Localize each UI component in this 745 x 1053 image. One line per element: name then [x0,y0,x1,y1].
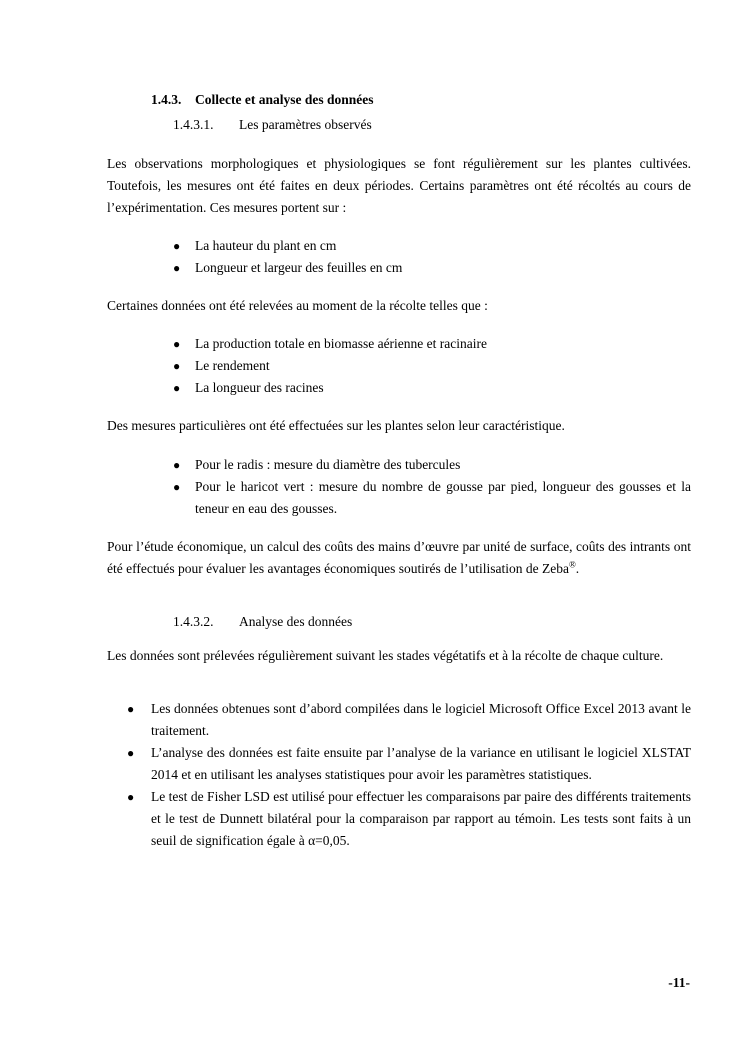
subsection-number: 1.4.3.1. [173,117,214,132]
bullet-icon: ● [127,746,135,760]
subsection-title: Analyse des données [239,614,353,629]
paragraph-specific-measures: Des mesures particulières ont été effectuées sur les plantes selon leur caractéristique. [107,418,565,433]
subsection-title: Les paramètres observés [239,117,372,132]
list-item [173,476,691,520]
bullet-list-harvest [173,333,691,399]
list-item-text: Les données obtenues sont d’abord compilées dans le logiciel Microsoft Office Excel 2013 avant le traitement. [151,701,691,738]
list-item-text: L’analyse des données est faite ensuite par l’analyse de la variance en utilisant le logiciel XLSTAT 2014 et en utilisant les analyses statistiques pour avoir les paramètres statistiques. [151,745,691,782]
subsection-heading-1 [173,117,372,133]
section-number: 1.4.3. [151,92,182,107]
list-item [127,698,691,742]
list-item [127,742,691,786]
registered-mark: ® [568,559,576,570]
list-item [173,257,691,279]
bullet-icon: ● [173,261,181,275]
list-item [173,333,691,355]
page-number: -11- [668,975,690,990]
subsection-number: 1.4.3.2. [173,614,214,629]
list-item-text: Pour le radis : mesure du diamètre des tubercules [195,457,461,472]
paragraph-observations: Les observations morphologiques et physiologiques se font régulièrement sur les plantes cultivées. Toutefois, les mesures ont été faites en deux périodes. Certains paramètres ont été récoltés au cours de l’expérimentation. Ces mesures portent sur : [107,156,691,215]
paragraph-end: . [575,561,580,576]
paragraph-harvest-data: Certaines données ont été relevées au moment de la récolte telles que : [107,298,488,313]
bullet-icon: ● [173,359,181,373]
list-item [173,377,691,399]
bullet-icon: ● [173,337,181,351]
list-item-text: Longueur et largeur des feuilles en cm [195,260,403,275]
list-item [173,355,691,377]
list-item [173,454,691,476]
bullet-list-measures [173,235,691,279]
bullet-icon: ● [173,239,181,253]
list-item-text: La longueur des racines [195,380,324,395]
list-item-text: Le rendement [195,358,270,373]
section-title: Collecte et analyse des données [195,92,374,107]
list-item-text: Pour le haricot vert : mesure du nombre de gousse par pied, longueur des gousses et la teneur en eau des gousses. [195,479,691,516]
paragraph-data-analysis: Les données sont prélevées régulièrement suivant les stades végétatifs et à la récolte de chaque culture. [107,648,664,663]
paragraph-economic-study [107,536,691,580]
section-heading [151,92,373,108]
list-item [173,235,691,257]
list-item [127,786,691,852]
paragraph-text: Pour l’étude économique, un calcul des coûts des mains d’œuvre par unité de surface, coûts des intrants ont été effectués pour évaluer les avantages économiques soutirés de l’utilisation de Zeba [107,539,691,576]
list-item-text: La production totale en biomasse aérienne et racinaire [195,336,487,351]
bullet-list-specific [173,454,691,520]
list-item-text: La hauteur du plant en cm [195,238,337,253]
bullet-icon: ● [127,790,135,804]
subsection-heading-2 [173,614,352,630]
bullet-icon: ● [173,480,181,494]
bullet-icon: ● [127,702,135,716]
bullet-list-analysis [127,698,691,852]
bullet-icon: ● [173,381,181,395]
list-item-text: Le test de Fisher LSD est utilisé pour effectuer les comparaisons par paire des différents traitements et le test de Dunnett bilatéral pour la comparaison par rapport au témoin. Les tests sont faits à un seuil de signification égale à α=0,05. [151,789,691,848]
bullet-icon: ● [173,458,181,472]
